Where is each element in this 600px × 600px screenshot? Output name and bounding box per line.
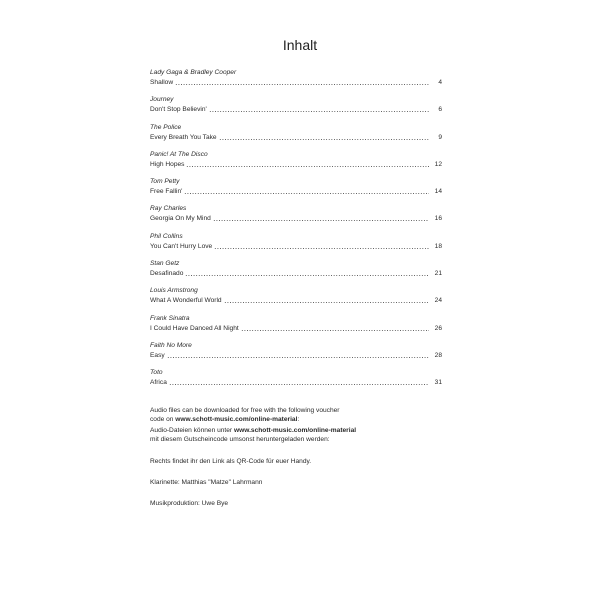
page-number: 6 [438, 106, 442, 114]
artist-name: Tom Petty [150, 178, 180, 186]
dot-leader [209, 111, 429, 112]
song-title: I Could Have Danced All Night [150, 324, 239, 332]
production-credit: Musikproduktion: Uwe Bye [150, 500, 229, 508]
page-number: 24 [434, 297, 442, 305]
dot-leader [185, 275, 429, 276]
song-title: Don't Stop Believin' [150, 106, 207, 114]
song-title: Shallow [150, 79, 174, 86]
toc-line [150, 268, 442, 278]
artist-name: Stan Getz [150, 260, 180, 268]
table-of-contents [150, 68, 442, 396]
toc-entry [150, 150, 442, 177]
toc-line [150, 77, 442, 87]
page-number: 9 [438, 133, 442, 141]
page-number: 14 [434, 188, 442, 196]
song-title: High Hopes [150, 160, 185, 168]
song-title: Desafinado [150, 270, 184, 278]
page-number: 21 [434, 270, 442, 278]
song-title: Every Breath You Take [150, 133, 217, 141]
dot-leader [186, 166, 429, 167]
artist-name: Louis Armstrong [150, 287, 198, 295]
dot-leader [214, 248, 429, 249]
german-note: Audio-Dateien können unter www.schott-music.com/online-material mit diesem Gutscheincode umsonst heruntergeladen werden: [150, 426, 357, 444]
toc-entry [150, 68, 442, 95]
page-number: 4 [438, 79, 442, 86]
toc-line [150, 350, 442, 360]
toc-entry [150, 341, 442, 368]
page-number: 28 [434, 351, 442, 359]
toc-line [150, 377, 442, 387]
toc-entry [150, 368, 442, 395]
song-title: Africa [150, 379, 167, 387]
toc-entry [150, 314, 442, 341]
artist-name: Journey [150, 96, 174, 104]
page-number: 12 [434, 160, 442, 168]
page-title: Inhalt [282, 37, 318, 53]
song-title: Easy [150, 351, 165, 359]
toc-line [150, 323, 442, 333]
toc-line [150, 104, 442, 114]
page-number: 26 [434, 324, 442, 332]
dot-leader [175, 84, 429, 85]
song-title: Georgia On My Mind [150, 215, 211, 223]
toc-line [150, 186, 442, 196]
toc-entry [150, 286, 442, 313]
clarinet-credit: Klarinette: Matthias "Matze" Lahrmann [150, 479, 263, 487]
toc-entry [150, 259, 442, 286]
dot-leader [224, 302, 429, 303]
artist-name: Panic! At The Disco [150, 150, 208, 158]
download-url[interactable]: www.schott-music.com/online-material [175, 416, 298, 424]
artist-name: The Police [150, 123, 182, 131]
artist-name: Toto [150, 369, 163, 377]
page-number: 18 [434, 242, 442, 250]
toc-entry [150, 177, 442, 204]
dot-leader [184, 193, 429, 194]
artist-name: Frank Sinatra [150, 314, 190, 322]
song-title: You Can't Hurry Love [150, 242, 213, 250]
toc-line [150, 213, 442, 223]
toc-line [150, 241, 442, 251]
artist-name: Faith No More [150, 341, 192, 349]
page-number: 31 [434, 379, 442, 387]
dot-leader [169, 384, 429, 385]
dot-leader [213, 220, 429, 221]
toc-entry [150, 123, 442, 150]
artist-name: Lady Gaga & Bradley Cooper [150, 69, 237, 76]
toc-entry [150, 95, 442, 122]
toc-line [150, 159, 442, 169]
toc-line [150, 295, 442, 305]
artist-name: Ray Charles [150, 205, 187, 213]
dot-leader [167, 357, 429, 358]
download-url-de[interactable]: www.schott-music.com/online-material [233, 426, 357, 434]
artist-name: Phil Collins [150, 232, 183, 240]
song-title: What A Wonderful World [150, 297, 222, 305]
page-number: 16 [434, 215, 442, 223]
qr-note: Rechts findet ihr den Link als QR-Code für euer Handy. [150, 457, 312, 465]
dot-leader [241, 330, 429, 331]
toc-entry [150, 232, 442, 259]
song-title: Free Fallin' [150, 188, 183, 196]
toc-line [150, 132, 442, 142]
english-note: Audio files can be downloaded for free with the following voucher code on www.schott-music.com/online-material: [150, 407, 340, 424]
download-info [150, 406, 450, 509]
toc-entry [150, 204, 442, 231]
dot-leader [219, 139, 429, 140]
